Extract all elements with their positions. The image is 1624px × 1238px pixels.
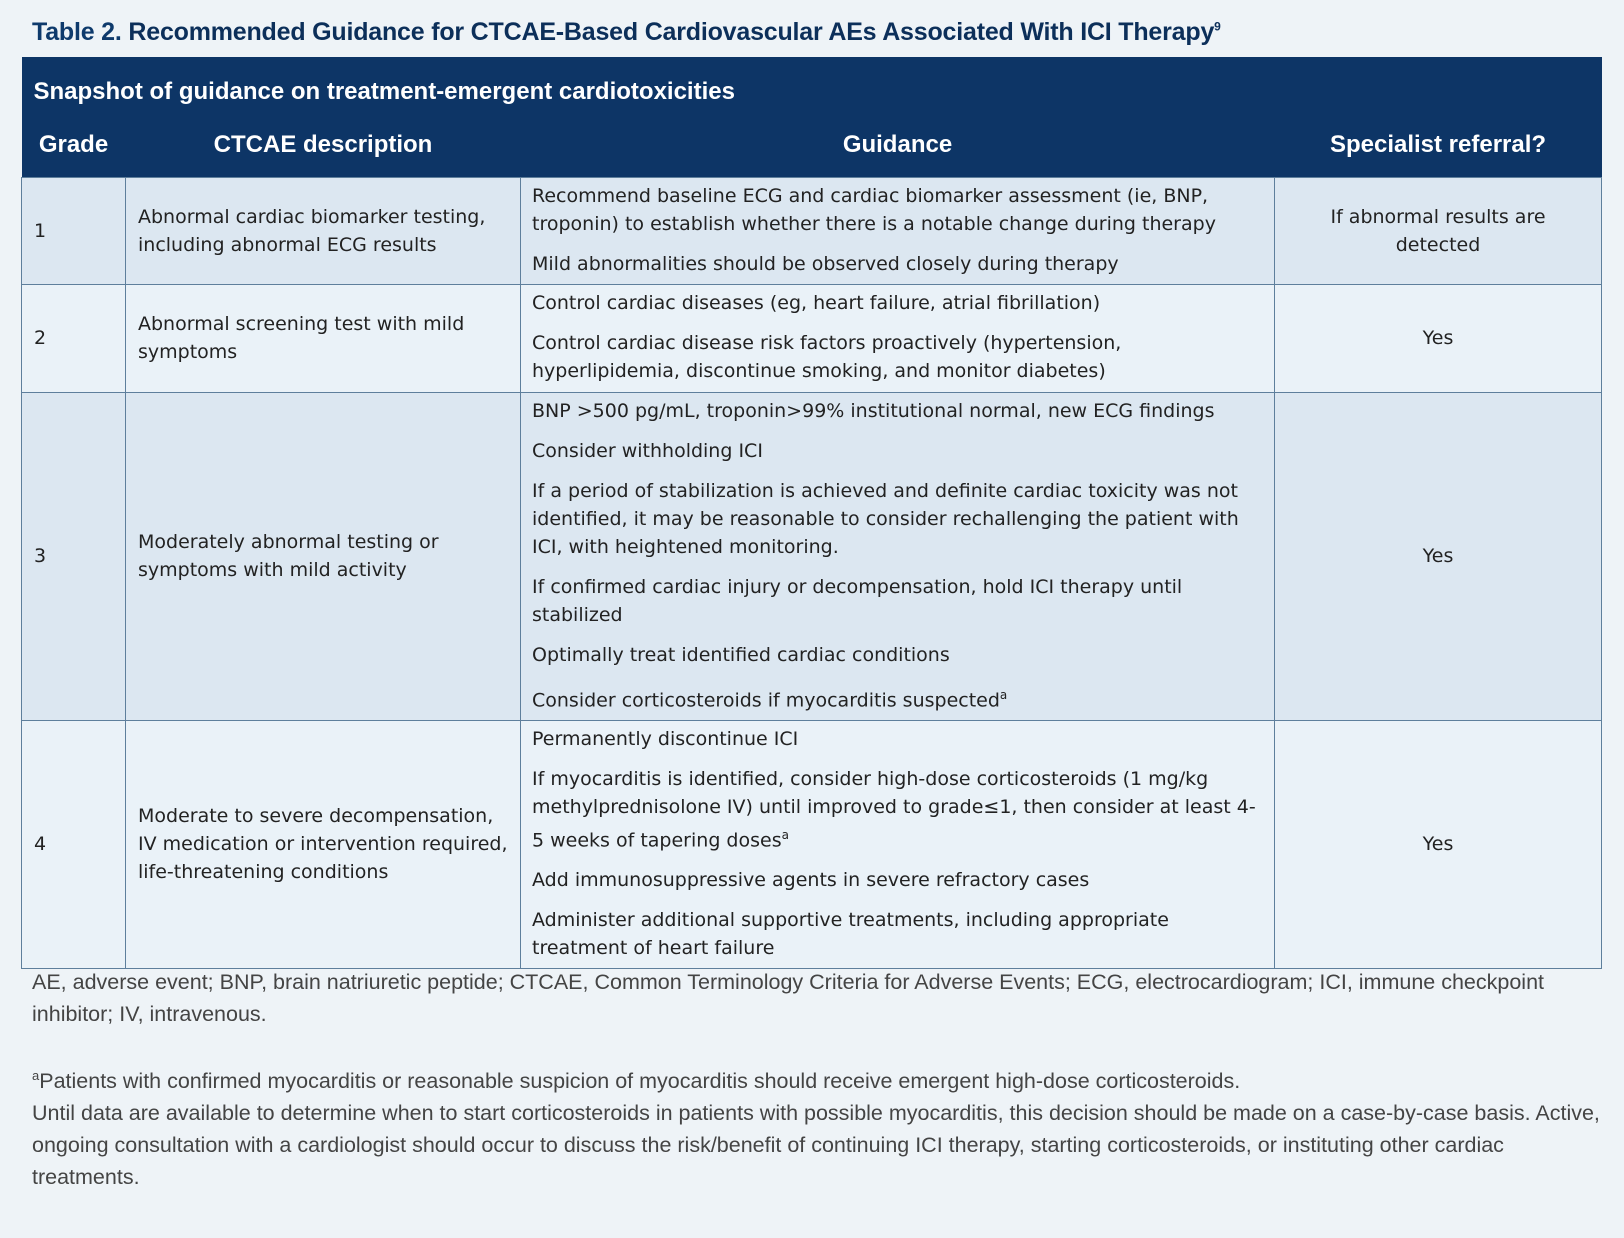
guidance-item: BNP >500 pg/mL, troponin>99% institutional normal, new ECG findings xyxy=(532,399,1215,422)
description-cell: Moderately abnormal testing or symptoms with mild activity xyxy=(126,392,521,720)
table-row-grade-2 xyxy=(22,284,1602,392)
footnote-marker: a xyxy=(781,827,789,842)
guidance-cell xyxy=(521,284,1275,392)
guidance-item: Recommend baseline ECG and cardiac biomarker assessment (ie, BNP, troponin) to establish whether there is a notable change during therapy xyxy=(532,184,1216,235)
footnote-a-marker: a xyxy=(32,1068,40,1083)
grade-cell: 3 xyxy=(22,392,126,720)
caption-reference: 9 xyxy=(1214,19,1221,34)
abbreviations-note: AE, adverse event; BNP, brain natriuretic peptide; CTCAE, Common Terminology Criteria for Adverse Events; ECG, electrocardiogram; ICI, immune checkpoint inhibitor; IV, intravenous. xyxy=(32,970,1545,1026)
header-grade: Grade xyxy=(22,119,126,177)
guidance-item: Mild abnormalities should be observed closely during therapy xyxy=(532,252,1119,275)
description-cell: Abnormal cardiac biomarker testing, including abnormal ECG results xyxy=(126,177,521,284)
guidance-item: Administer additional supportive treatments, including appropriate treatment of heart failure xyxy=(532,909,1169,960)
guidance-text: Consider corticosteroids if myocarditis suspected xyxy=(532,688,1000,711)
table-row-grade-1 xyxy=(22,177,1602,284)
guidance-item: Permanently discontinue ICI xyxy=(532,727,799,750)
description-cell: Abnormal screening test with mild symptoms xyxy=(126,284,521,392)
referral-cell: Yes xyxy=(1275,284,1602,392)
guidance-cell xyxy=(521,177,1275,284)
header-guidance: Guidance xyxy=(521,119,1275,177)
description-cell: Moderate to severe decompensation, IV medication or intervention required, life-threatening conditions xyxy=(126,720,521,968)
table-row-grade-4 xyxy=(22,720,1602,968)
referral-cell: Yes xyxy=(1275,720,1602,968)
guidance-cell xyxy=(521,720,1275,968)
guidance-item: Consider withholding ICI xyxy=(532,439,763,462)
guidance-text: If myocarditis is identified, consider high-dose corticosteroids (1 mg/kg methylprednisolone IV) until improved to grade≤1, then consider at least 4-5 weeks of tapering doses xyxy=(532,767,1256,852)
guidance-item: If confirmed cardiac injury or decompensation, hold ICI therapy until stabilized xyxy=(532,575,1183,626)
table-banner: Snapshot of guidance on treatment-emergent cardiotoxicities xyxy=(22,57,1602,119)
grade-cell: 4 xyxy=(22,720,126,968)
guidance-item: Add immunosuppressive agents in severe refractory cases xyxy=(532,869,1090,892)
header-referral: Specialist referral? xyxy=(1275,119,1602,177)
guidance-item: Control cardiac diseases (eg, heart failure, atrial fibrillation) xyxy=(532,292,1101,314)
footnote-a xyxy=(32,1060,1602,1097)
grade-cell: 1 xyxy=(22,177,126,284)
caption-title: Recommended Guidance for CTCAE-Based Cardiovascular AEs Associated With ICI Therapy xyxy=(128,18,1215,46)
guidance-cell xyxy=(521,392,1275,720)
guidance-item xyxy=(532,681,1263,714)
guidance-item: Optimally treat identified cardiac conditions xyxy=(532,643,950,666)
table-caption xyxy=(32,18,1221,47)
caption-label: Table 2. xyxy=(32,18,122,46)
guidance-item: If a period of stabilization is achieved and definite cardiac toxicity was not identified, it may be reasonable to consider rechallenging the patient with ICI, with heightened monitoring. xyxy=(532,479,1239,558)
footnote-marker: a xyxy=(999,687,1008,702)
table-notes xyxy=(32,966,1602,1193)
guidance-item: Control cardiac disease risk factors proactively (hypertension, hyperlipidemia, discontinue smoking, and monitor diabetes) xyxy=(532,332,1122,382)
grade-cell: 2 xyxy=(22,284,126,392)
guidance-item xyxy=(532,765,1263,854)
footnote-a-line1: Patients with confirmed myocarditis or reasonable suspicion of myocarditis should receive emergent high-dose corticosteroids. xyxy=(39,1069,1241,1094)
guidance-table xyxy=(21,57,1602,969)
table-row-grade-3 xyxy=(22,392,1602,720)
header-description: CTCAE description xyxy=(126,119,521,177)
referral-cell: If abnormal results are detected xyxy=(1275,177,1602,284)
referral-cell: Yes xyxy=(1275,392,1602,720)
footnote-a-continued: Until data are available to determine when to start corticosteroids in patients with possible myocarditis, this decision should be made on a case-by-case basis. Active, ongoing consultation with a cardiologist should occur to discuss the risk/benefit of continuing ICI therapy, starting corticosteroids, or instituting other cardiac treatments. xyxy=(32,1101,1600,1190)
